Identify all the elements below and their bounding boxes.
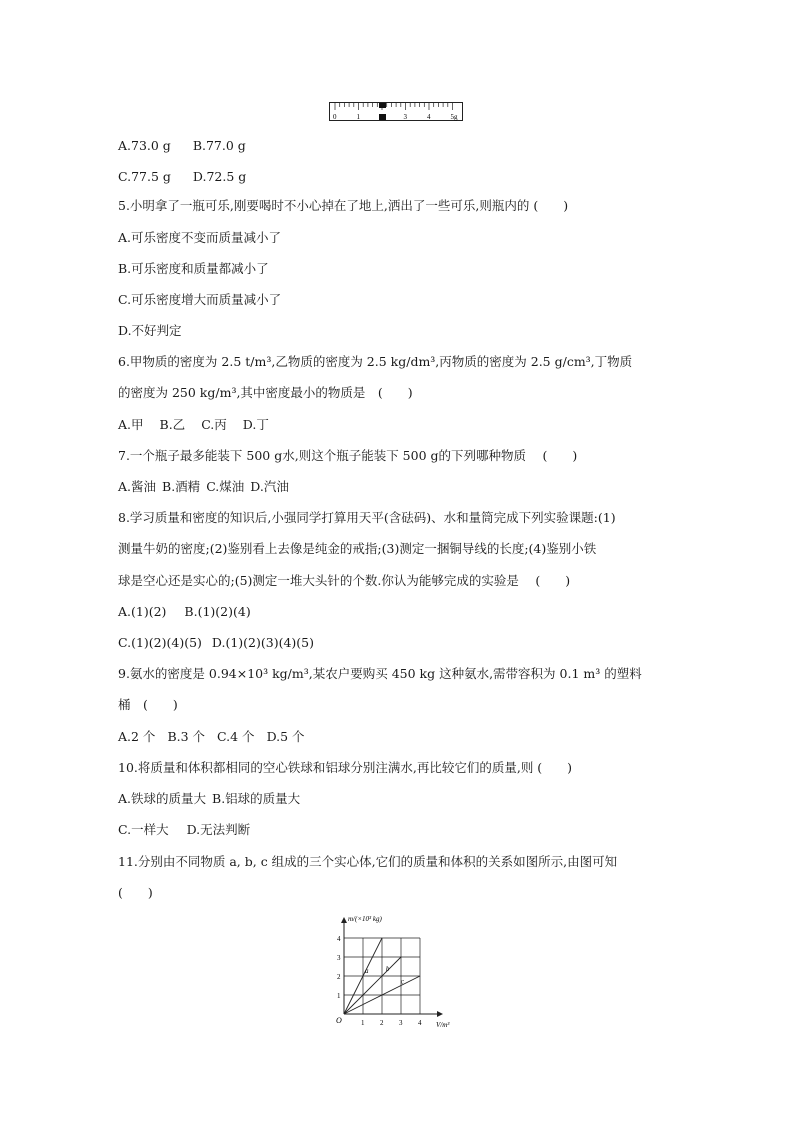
- graph-xtick-label: 4: [418, 1019, 422, 1027]
- q6-option-b: B.乙: [159, 417, 186, 432]
- q5-option-a: A.可乐密度不变而质量减小了: [118, 230, 282, 245]
- ruler-tick-label: 4: [427, 113, 431, 121]
- q10-option-c: C.一样大: [118, 822, 169, 837]
- graph-ytick-label: 2: [337, 973, 341, 981]
- ruler-labels: [333, 113, 458, 121]
- ruler-tick-label: 1: [356, 113, 360, 121]
- q10-stem: 10.将质量和体积都相同的空心铁球和铝球分别注满水,再比较它们的质量,则 ( ): [118, 760, 573, 775]
- graph-xtick-label: 2: [380, 1019, 384, 1027]
- q11-stem-line1: 11.分别由不同物质 a, b, c 组成的三个实心体,它们的质量和体积的关系如图所示,由图可知: [118, 854, 618, 869]
- graph-xtick-label: 3: [399, 1019, 403, 1027]
- q11-stem-line2: ( ): [118, 885, 153, 900]
- q7-option-a: A.酱油: [118, 479, 157, 494]
- q7-option-c: C.煤油: [206, 479, 245, 494]
- mass-volume-graph: [322, 910, 462, 1035]
- q6-stem-line2: 的密度为 250 kg/m³,其中密度最小的物质是 ( ): [118, 385, 413, 400]
- q8-stem-line3: 球是空心还是实心的;(5)测定一堆大头针的个数.你认为能够完成的实验是 ( ): [118, 573, 571, 588]
- graph-xtick-label: 1: [361, 1019, 365, 1027]
- q6-option-d: D.丁: [242, 417, 269, 432]
- ruler-slider: [379, 103, 386, 108]
- q10-option-b: B.铝球的质量大: [212, 791, 301, 806]
- q10-options-row1: [118, 791, 300, 807]
- ruler-tick-label: 0: [333, 113, 337, 121]
- q9-option-b: B.3 个: [167, 729, 206, 744]
- graph-series-label-a: a: [365, 967, 369, 975]
- q6-option-a: A.甲: [118, 417, 144, 432]
- q8-option-b: B.(1)(2)(4): [184, 604, 251, 619]
- q4-option-a: A.73.0 g: [118, 138, 171, 153]
- q9-option-d: D.5 个: [266, 729, 305, 744]
- q4-option-d: D.72.5 g: [192, 169, 247, 184]
- q5-option-c: C.可乐密度增大而质量减小了: [118, 292, 282, 307]
- graph-xlabel: V/m³: [436, 1021, 450, 1029]
- q5-option-b: B.可乐密度和质量都减小了: [118, 261, 269, 276]
- q8-stem-line2: 测量牛奶的密度;(2)鉴别看上去像是纯金的戒指;(3)测定一捆铜导线的长度;(4)鉴别小铁: [118, 541, 597, 556]
- ruler-ticks: [335, 103, 453, 110]
- graph-series-label-c: c: [400, 977, 404, 986]
- q6-options: [118, 417, 269, 433]
- q7-option-b: B.酒精: [162, 479, 201, 494]
- q10-options-row2: [118, 822, 250, 838]
- q8-option-a: A.(1)(2): [118, 604, 167, 619]
- graph-ylabel: m/(×10³ kg): [348, 915, 382, 923]
- q7-option-d: D.汽油: [250, 479, 289, 494]
- q6-stem-line1: 6.甲物质的密度为 2.5 t/m³,乙物质的密度为 2.5 kg/dm³,丙物质的密度为 2.5 g/cm³,丁物质: [118, 354, 633, 369]
- q8-options-row1: [118, 604, 251, 620]
- q5-option-d: D.不好判定: [118, 323, 182, 338]
- q8-option-c: C.(1)(2)(4)(5): [118, 635, 202, 650]
- graph-ytick-label: 1: [337, 992, 341, 1000]
- q9-stem-line1: 9.氨水的密度是 0.94×10³ kg/m³,某农户要购买 450 kg 这种氨水,需带容积为 0.1 m³ 的塑料: [118, 666, 642, 681]
- q9-option-a: A.2 个: [118, 729, 156, 744]
- q6-option-c: C.丙: [201, 417, 227, 432]
- q8-stem-line1: 8.学习质量和密度的知识后,小强同学打算用天平(含砝码)、水和量筒完成下列实验课题:(1): [118, 510, 616, 525]
- q4-option-b: B.77.0 g: [192, 138, 246, 153]
- q10-option-a: A.铁球的质量大: [118, 791, 207, 806]
- graph-origin: O: [336, 1016, 342, 1025]
- q4-option-c: C.77.5 g: [118, 169, 171, 184]
- q5-stem: 5.小明拿了一瓶可乐,刚要喝时不小心掉在了地上,洒出了一些可乐,则瓶内的 ( ): [118, 198, 569, 213]
- q9-stem-line2: 桶 ( ): [118, 697, 178, 712]
- q7-stem: 7.一个瓶子最多能装下 500 g水,则这个瓶子能装下 500 g的下列哪种物质 ( ): [118, 448, 578, 463]
- q9-options: [118, 729, 305, 745]
- q4-options-row1: [118, 138, 246, 154]
- graph-ytick-label: 4: [337, 935, 341, 943]
- graph-series-label-b: b: [385, 965, 390, 974]
- graph-series-line-b: [344, 957, 401, 1014]
- q4-options-row2: [118, 169, 246, 185]
- q8-option-d: D.(1)(2)(3)(4)(5): [211, 635, 315, 650]
- q8-options-row2: [118, 635, 314, 651]
- graph-ytick-label: 3: [337, 954, 341, 962]
- ruler-tick-label: 5g: [450, 113, 458, 121]
- ruler-slider-bottom: [379, 114, 386, 120]
- ruler-tick-label: 3: [403, 113, 407, 121]
- q7-options: [118, 479, 289, 495]
- balance-ruler-figure: [329, 102, 463, 121]
- q9-option-c: C.4 个: [217, 729, 255, 744]
- q10-option-d: D.无法判断: [186, 822, 251, 837]
